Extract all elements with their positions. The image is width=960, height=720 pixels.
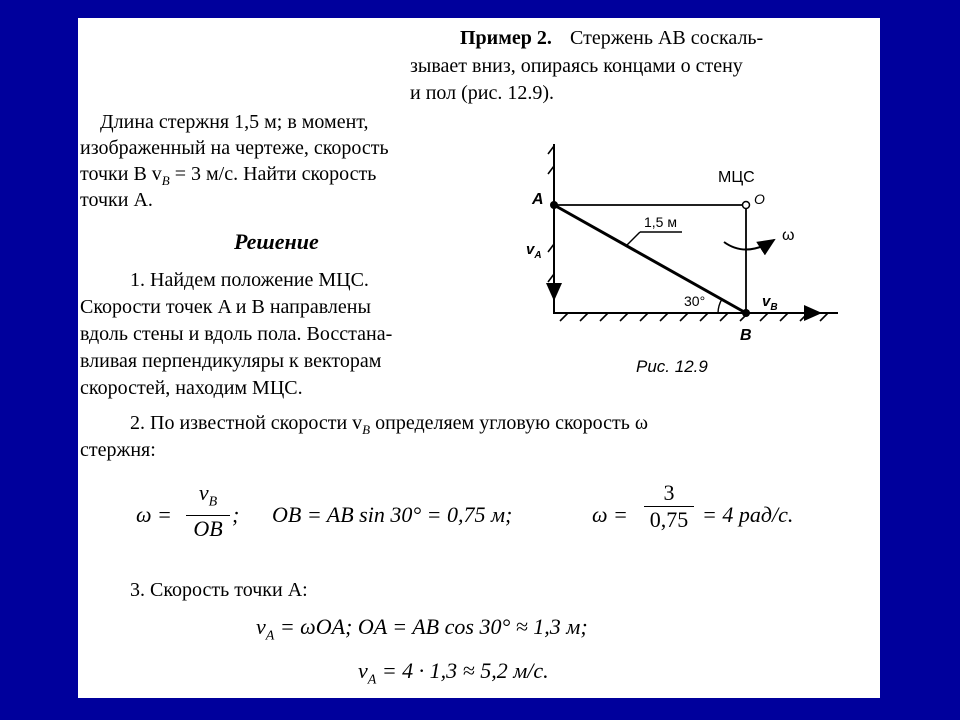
label-mcs: МЦС bbox=[718, 169, 755, 186]
label-O: O bbox=[754, 191, 765, 207]
floor-hatching bbox=[560, 313, 828, 321]
sep1: ; bbox=[232, 502, 240, 527]
va-formula-2: $v_A = 4 \cdot 1,3 \approx 5,2$ м/с. bbox=[358, 658, 549, 688]
solution-heading: Решение bbox=[234, 229, 319, 254]
example-line-1: Стержень AB соскаль- bbox=[570, 27, 764, 49]
point-A bbox=[550, 201, 558, 209]
point-B bbox=[742, 309, 750, 317]
step1-line-5: скоростей, находим МЦС. bbox=[80, 377, 303, 399]
label-A: A bbox=[532, 191, 544, 208]
step2-line-1: 2. По известной скорости $v_B$ определяем угловую скорость ω bbox=[130, 412, 649, 437]
label-length: 1,5 м bbox=[644, 214, 677, 230]
label-vB: $v_B$ bbox=[762, 293, 778, 313]
label-vA: $v_A$ bbox=[526, 241, 542, 261]
omega-lhs-2: ω = bbox=[592, 502, 628, 527]
document-page bbox=[78, 18, 880, 698]
point-O-mcs bbox=[743, 202, 750, 209]
ob-expression: OB = AB sin 30° = 0,75 м; bbox=[272, 502, 513, 527]
label-B: B bbox=[740, 327, 752, 344]
problem-line-1: Длина стержня 1,5 м; в момент, bbox=[100, 111, 369, 133]
va-formula-1: $v_A = \omega OA$; OA = AB cos 30° ≈ 1,3 м; bbox=[256, 614, 588, 644]
example-title: Пример 2. bbox=[460, 27, 552, 49]
step3-line: 3. Скорость точки A: bbox=[130, 579, 308, 601]
omega-lhs: ω = bbox=[136, 502, 172, 527]
angle-arc bbox=[718, 299, 722, 313]
step1-line-4: вливая перпендикуляры к векторам bbox=[80, 350, 382, 372]
example-line-3: и пол (рис. 12.9). bbox=[410, 82, 555, 104]
step1-line-2: Скорости точек A и B направлены bbox=[80, 296, 371, 318]
label-omega: ω bbox=[782, 227, 795, 244]
problem-line-3: точки B $v_B = 3$ м/с. Найти скорость bbox=[80, 163, 377, 188]
length-leader bbox=[626, 232, 640, 246]
example-line-2: зывает вниз, опираясь концами о стену bbox=[410, 55, 743, 77]
figure-caption: Рис. 12.9 bbox=[636, 357, 708, 376]
omega-result: = 4 рад/с. bbox=[702, 502, 794, 527]
figure-12-9 bbox=[518, 124, 858, 380]
step1-line-1: 1. Найдем положение МЦС. bbox=[130, 269, 369, 291]
step2-line-2: стержня: bbox=[80, 439, 156, 461]
label-angle: 30° bbox=[684, 293, 706, 309]
omega-arrow bbox=[724, 240, 774, 250]
problem-line-4: точки A. bbox=[80, 189, 153, 211]
fraction-vb-over-ob: $v_B$ OB bbox=[186, 480, 230, 542]
step1-line-3: вдоль стены и вдоль пола. Восстана- bbox=[80, 323, 393, 345]
problem-line-2: изображенный на чертеже, скорость bbox=[80, 137, 389, 159]
fraction-3-over-075: 3 0,75 bbox=[644, 480, 694, 533]
